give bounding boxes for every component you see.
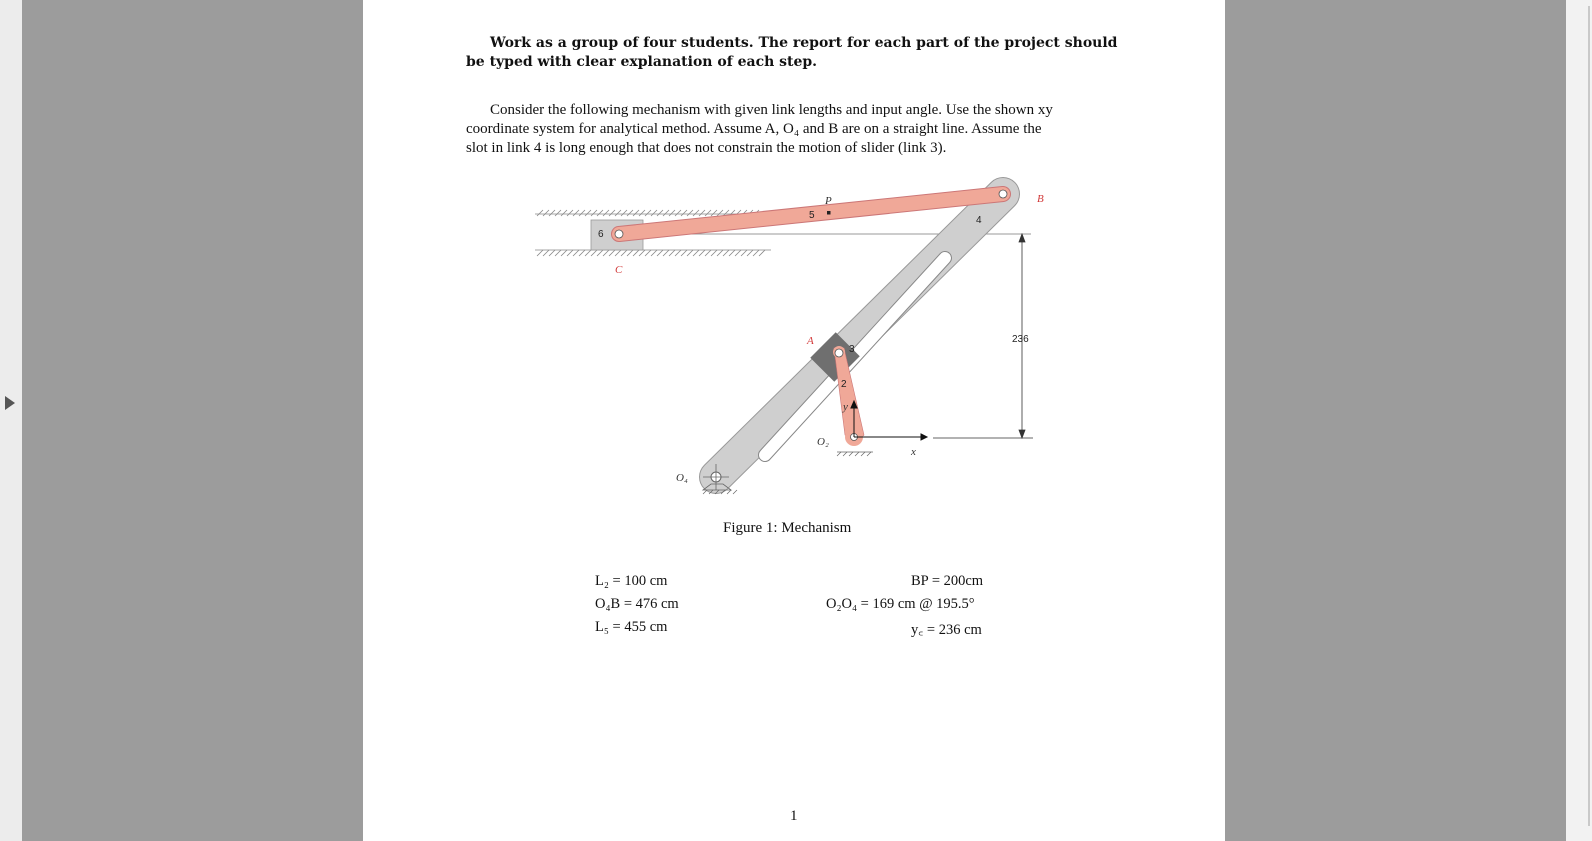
- ground-hatch-bottom: [535, 250, 771, 256]
- intro-line-1: Work as a group of four students. The report for each part of the project should: [490, 35, 1118, 51]
- pdf-page: [363, 0, 1225, 841]
- given-BP: BP = 200cm: [911, 573, 984, 589]
- pin-C: [615, 230, 623, 238]
- paragraph-line-1: Consider the following mechanism with given link lengths and input angle. Use the shown xy: [490, 102, 1053, 118]
- paragraph-line-3: slot in link 4 is long enough that does not constrain the motion of slider (link 3).: [466, 140, 947, 156]
- pin-B: [999, 190, 1007, 198]
- sidebar-toggle-icon[interactable]: [5, 396, 15, 410]
- label-O4: O₄: [676, 472, 688, 484]
- label-y: y: [843, 401, 848, 413]
- label-link-6: 6: [598, 229, 604, 240]
- label-dimension: 236: [1012, 334, 1029, 345]
- mechanism-figure: [533, 172, 1053, 517]
- label-B: B: [1037, 193, 1044, 205]
- given-L5: L₅ = 455 cm: [595, 619, 668, 635]
- paragraph-line-2: coordinate system for analytical method. Assume A, O₄ and B are on a straight line. Assume the: [466, 121, 1042, 137]
- given-L2: L₂ = 100 cm: [595, 573, 668, 589]
- label-link-4: 4: [976, 215, 982, 226]
- intro-line-2: be typed with clear explanation of each step.: [466, 54, 818, 70]
- label-C: C: [615, 264, 623, 276]
- label-link-3: 3: [849, 344, 855, 355]
- point-P-marker: [827, 211, 831, 215]
- label-link-2: 2: [841, 379, 847, 390]
- ground-hatch-O2: [837, 452, 871, 456]
- scrollbar-thumb[interactable]: [1588, 6, 1590, 826]
- given-O4B: O₄B = 476 cm: [595, 596, 679, 612]
- label-link-5: 5: [809, 210, 815, 221]
- given-O2O4: O₂O₄ = 169 cm @ 195.5°: [826, 596, 975, 612]
- page-number: 1: [790, 808, 798, 824]
- pin-A: [835, 349, 843, 357]
- label-x: x: [911, 446, 916, 458]
- given-yc: y꜀ = 236 cm: [911, 622, 982, 638]
- label-A: A: [807, 335, 814, 347]
- label-O2: O₂: [817, 436, 829, 448]
- sidebar-strip: [0, 0, 22, 841]
- figure-caption: Figure 1: Mechanism: [723, 520, 852, 536]
- label-P: P: [825, 195, 832, 207]
